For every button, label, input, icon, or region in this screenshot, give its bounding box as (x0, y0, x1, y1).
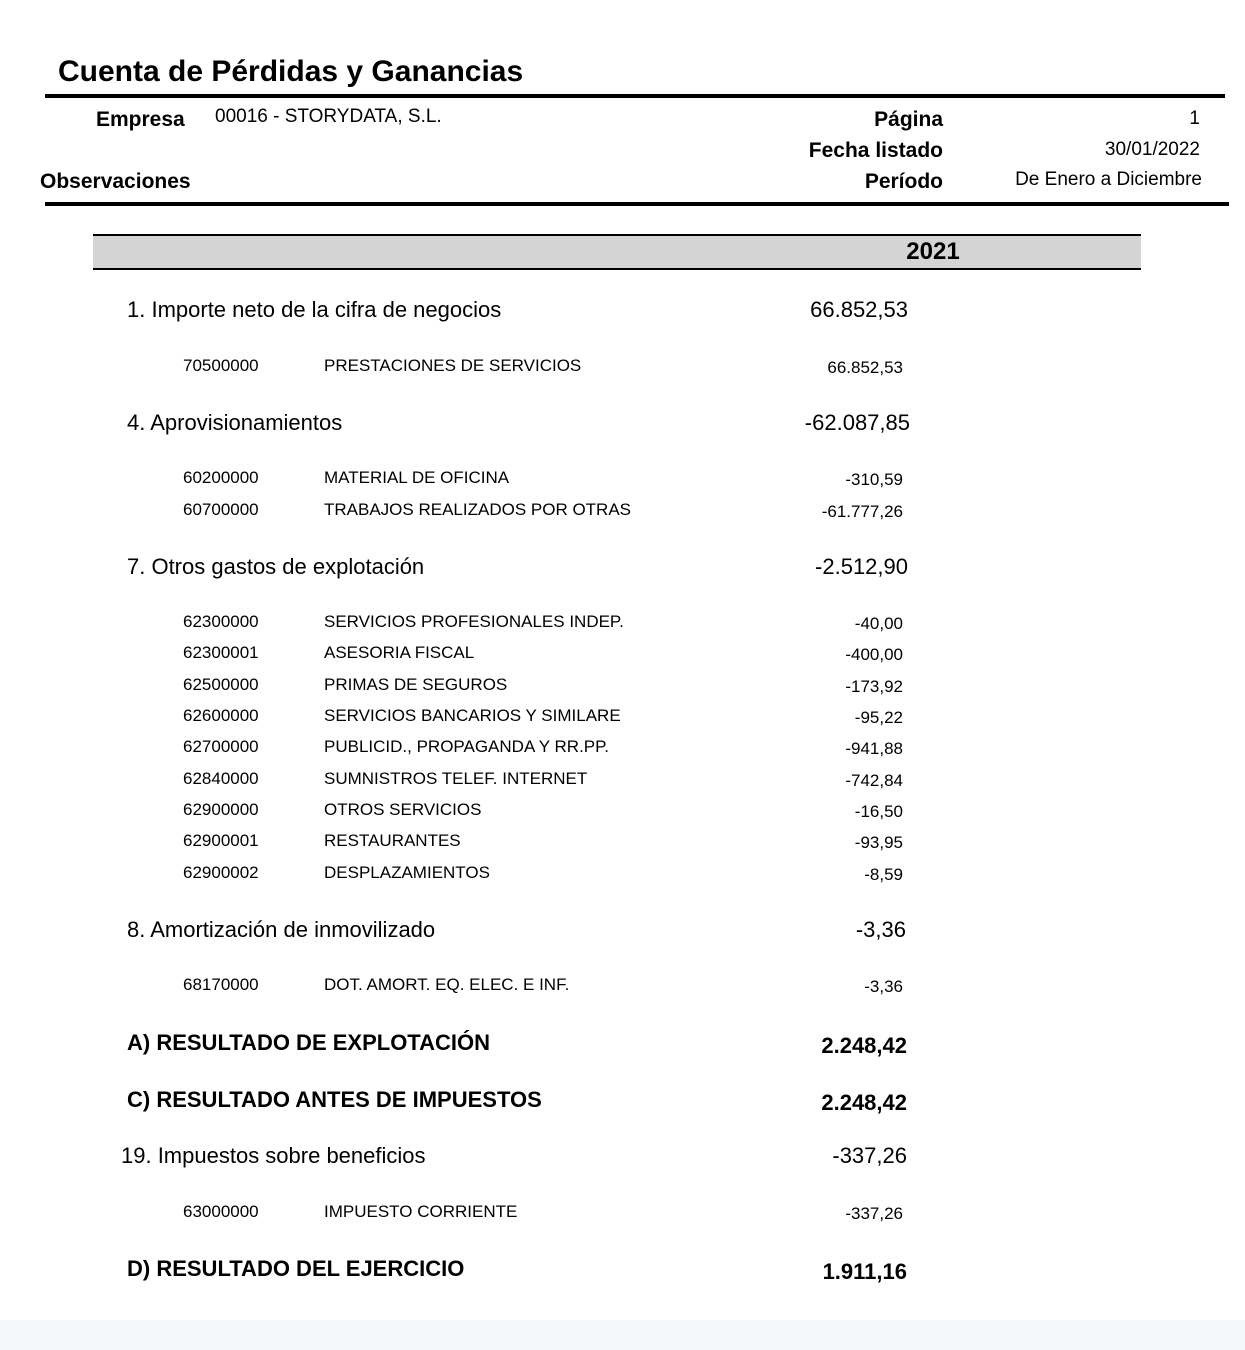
periodo-label: Período (864, 170, 943, 193)
account-code: 60200000 (183, 468, 259, 487)
year-label: 2021 (906, 238, 960, 265)
report-title: Cuenta de Pérdidas y Ganancias (58, 55, 524, 88)
empresa-label: Empresa (96, 108, 185, 131)
account-amount: -173,92 (845, 677, 903, 696)
account-name: SUMNISTROS TELEF. INTERNET (324, 769, 588, 788)
section-total-amortizacion: -3,36 (855, 917, 906, 942)
account-amount: -337,26 (845, 1204, 903, 1223)
fecha-listado-label: Fecha listado (808, 139, 943, 162)
section-total-otros-gastos: -2.512,90 (815, 554, 908, 579)
account-name: RESTAURANTES (324, 831, 461, 850)
section-total-aprovisionamientos: -62.087,85 (804, 410, 910, 435)
periodo-value: De Enero a Diciembre (1015, 169, 1202, 190)
account-name: PRESTACIONES DE SERVICIOS (324, 356, 582, 375)
account-amount: -95,22 (854, 708, 903, 727)
account-name: PUBLICID., PROPAGANDA Y RR.PP. (324, 737, 610, 756)
result-ejercicio-label: D) RESULTADO DEL EJERCICIO (127, 1256, 465, 1281)
account-name: IMPUESTO CORRIENTE (324, 1202, 518, 1221)
account-code: 62900002 (183, 863, 259, 882)
account-code: 62900000 (183, 800, 259, 819)
account-code: 62500000 (183, 675, 259, 694)
account-code: 62300001 (183, 643, 259, 662)
section-total-importe-neto: 66.852,53 (810, 297, 908, 322)
section-label-otros-gastos: 7. Otros gastos de explotación (127, 554, 425, 579)
account-code: 63000000 (183, 1202, 259, 1221)
account-code: 70500000 (183, 356, 259, 375)
section-label-impuestos: 19. Impuestos sobre beneficios (121, 1143, 426, 1168)
account-amount: -941,88 (845, 739, 903, 758)
account-code: 60700000 (183, 500, 259, 519)
empresa-value: 00016 - STORYDATA, S.L. (215, 106, 442, 127)
result-explotacion-label: A) RESULTADO DE EXPLOTACIÓN (127, 1030, 490, 1055)
result-antes-impuestos-label: C) RESULTADO ANTES DE IMPUESTOS (127, 1087, 542, 1112)
result-ejercicio-value: 1.911,16 (822, 1259, 907, 1284)
page-footer-band (0, 1320, 1245, 1350)
account-code: 62840000 (183, 769, 259, 788)
section-label-amortizacion: 8. Amortización de inmovilizado (127, 917, 436, 942)
account-amount: -310,59 (845, 470, 903, 489)
account-name: TRABAJOS REALIZADOS POR OTRAS (324, 500, 632, 519)
account-name: DESPLAZAMIENTOS (324, 863, 490, 882)
account-name: PRIMAS DE SEGUROS (324, 675, 508, 694)
year-column-header (93, 234, 1141, 270)
result-explotacion-value: 2.248,42 (821, 1033, 907, 1058)
account-code: 62900001 (183, 831, 259, 850)
observaciones-label: Observaciones (40, 170, 191, 193)
section-label-importe-neto: 1. Importe neto de la cifra de negocios (127, 297, 502, 322)
result-antes-impuestos-value: 2.248,42 (821, 1090, 907, 1115)
account-amount: -16,50 (854, 802, 903, 821)
account-code: 62600000 (183, 706, 259, 725)
account-amount: -400,00 (845, 645, 903, 664)
fecha-listado-value: 30/01/2022 (1104, 139, 1200, 160)
account-amount: -3,36 (864, 977, 903, 996)
account-amount: 66.852,53 (827, 358, 903, 377)
header-rule (45, 202, 1229, 206)
account-amount: -8,59 (864, 865, 903, 884)
account-name: ASESORIA FISCAL (324, 643, 475, 662)
account-amount: -61.777,26 (821, 502, 903, 521)
account-name: DOT. AMORT. EQ. ELEC. E INF. (324, 975, 570, 994)
account-name: MATERIAL DE OFICINA (324, 468, 510, 487)
pagina-label: Página (874, 108, 943, 131)
account-amount: -40,00 (854, 614, 903, 633)
account-amount: -93,95 (854, 833, 903, 852)
account-code: 62300000 (183, 612, 259, 631)
account-name: SERVICIOS BANCARIOS Y SIMILARE (324, 706, 621, 725)
account-code: 68170000 (183, 975, 259, 994)
account-name: SERVICIOS PROFESIONALES INDEP. (324, 612, 624, 631)
section-label-aprovisionamientos: 4. Aprovisionamientos (127, 410, 343, 435)
section-total-impuestos: -337,26 (832, 1143, 907, 1168)
title-rule (45, 94, 1225, 98)
account-amount: -742,84 (845, 771, 903, 790)
pagina-value: 1 (1189, 108, 1200, 129)
account-name: OTROS SERVICIOS (324, 800, 482, 819)
account-code: 62700000 (183, 737, 259, 756)
